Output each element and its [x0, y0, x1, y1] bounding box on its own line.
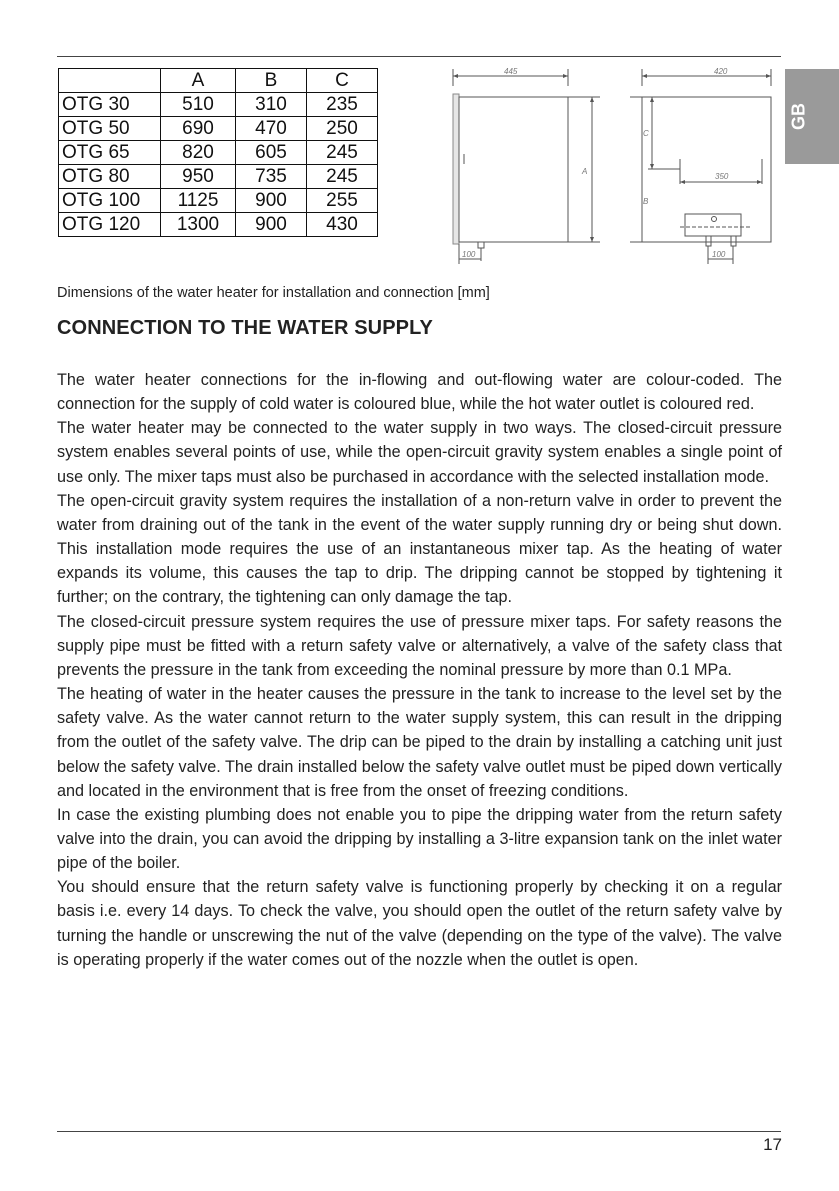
- language-tab-label: GB: [788, 103, 809, 131]
- table-header-cell: C: [307, 69, 378, 93]
- table-cell: OTG 80: [59, 165, 161, 189]
- section-title: CONNECTION TO THE WATER SUPPLY: [57, 317, 433, 339]
- table-cell: 250: [307, 117, 378, 141]
- side-view-drawing: [630, 64, 780, 269]
- side-upper-label: C: [643, 129, 649, 138]
- paragraph: The closed-circuit pressure system requires the use of pressure mixer taps. For safety reasons the supply pipe must be fitted with a return safety valve or alternatively, a valve of the safety class that prevents the pressure in the tank from exceeding the nominal pressure by more than 0.1 MPa.: [57, 612, 782, 679]
- table-header-cell: A: [161, 69, 236, 93]
- side-width-label: 420: [714, 67, 728, 76]
- table-row: [59, 141, 378, 165]
- table-cell: 950: [161, 165, 236, 189]
- paragraph: The open-circuit gravity system requires the installation of a non-return valve in order to prevent the water from draining out of the tank in the event of the water supply running dry or being shut down. This installation mode requires the use of an instantaneous mixer tap. As the heating of water expands its volume, this causes the tap to drip. The dripping cannot be stopped by tightening it further; on the contrary, the tightening can only damage the tap.: [57, 491, 782, 607]
- table-cell: 510: [161, 93, 236, 117]
- table-row: [59, 213, 378, 237]
- dimensions-table: [58, 68, 378, 237]
- top-divider: [57, 56, 781, 57]
- table-cell: OTG 65: [59, 141, 161, 165]
- table-header-row: [59, 69, 378, 93]
- table-cell: 255: [307, 189, 378, 213]
- table-cell: 900: [236, 189, 307, 213]
- table-cell: 690: [161, 117, 236, 141]
- table-cell: 235: [307, 93, 378, 117]
- side-lower-label: B: [643, 197, 649, 206]
- front-bottom-label: 100: [462, 250, 476, 259]
- front-width-label: 445: [504, 67, 518, 76]
- table-cell: 1300: [161, 213, 236, 237]
- table-cell: OTG 100: [59, 189, 161, 213]
- body-text: [57, 368, 782, 972]
- paragraph: The water heater may be connected to the water supply in two ways. The closed-circuit pressure system enables several points of use, while the open-circuit gravity system enables a single point of use only. The mixer taps must also be purchased in accordance with the selected installation mode.: [57, 419, 782, 486]
- front-height-label: A: [582, 167, 588, 176]
- table-cell: 430: [307, 213, 378, 237]
- table-cell: 310: [236, 93, 307, 117]
- paragraph: In case the existing plumbing does not enable you to pipe the dripping water from the return safety valve into the drain, you can avoid the dripping by installing a 3-litre expansion tank on the inlet water pipe of the boiler.: [57, 805, 782, 873]
- table-row: [59, 189, 378, 213]
- table-cell: 820: [161, 141, 236, 165]
- table-cell: 605: [236, 141, 307, 165]
- table-row: [59, 93, 378, 117]
- bottom-divider: [57, 1131, 781, 1132]
- page-number: 17: [763, 1135, 782, 1154]
- table-cell: OTG 120: [59, 213, 161, 237]
- table-header-cell: [59, 69, 161, 93]
- table-cell: 735: [236, 165, 307, 189]
- table-cell: 900: [236, 213, 307, 237]
- table-cell: OTG 30: [59, 93, 161, 117]
- figure-caption: Dimensions of the water heater for installation and connection [mm]: [57, 285, 490, 301]
- table-cell: 245: [307, 165, 378, 189]
- table-cell: 1125: [161, 189, 236, 213]
- table-header-cell: B: [236, 69, 307, 93]
- table-row: [59, 117, 378, 141]
- front-view-drawing: [440, 64, 610, 269]
- table-cell: 470: [236, 117, 307, 141]
- paragraph: The heating of water in the heater causes the pressure in the tank to increase to the level set by the safety valve. As the water cannot return to the water supply system, this can result in the dripping from the outlet of the safety valve. The drip can be piped to the drain by installing a catching unit just below the safety valve. The drain installed below the safety valve outlet must be piped down vertically and located in the environment that is free from the onset of freezing conditions.: [57, 685, 782, 800]
- table-cell: OTG 50: [59, 117, 161, 141]
- table-cell: 245: [307, 141, 378, 165]
- side-bottom-label: 100: [712, 250, 726, 259]
- side-inner-label: 350: [715, 172, 729, 181]
- paragraph: You should ensure that the return safety valve is functioning properly by checking it on a regular basis i.e. every 14 days. To check the valve, you should open the outlet of the return safety valve by turning the handle or unscrewing the nut of the valve (depending on the type of the valve). The valve is operating properly if the water comes out of the nozzle when the outlet is open.: [57, 878, 782, 969]
- table-row: [59, 165, 378, 189]
- paragraph: The water heater connections for the in-flowing and out-flowing water are colour-coded. The connection for the supply of cold water is coloured blue, while the hot water outlet is coloured red.: [57, 371, 782, 414]
